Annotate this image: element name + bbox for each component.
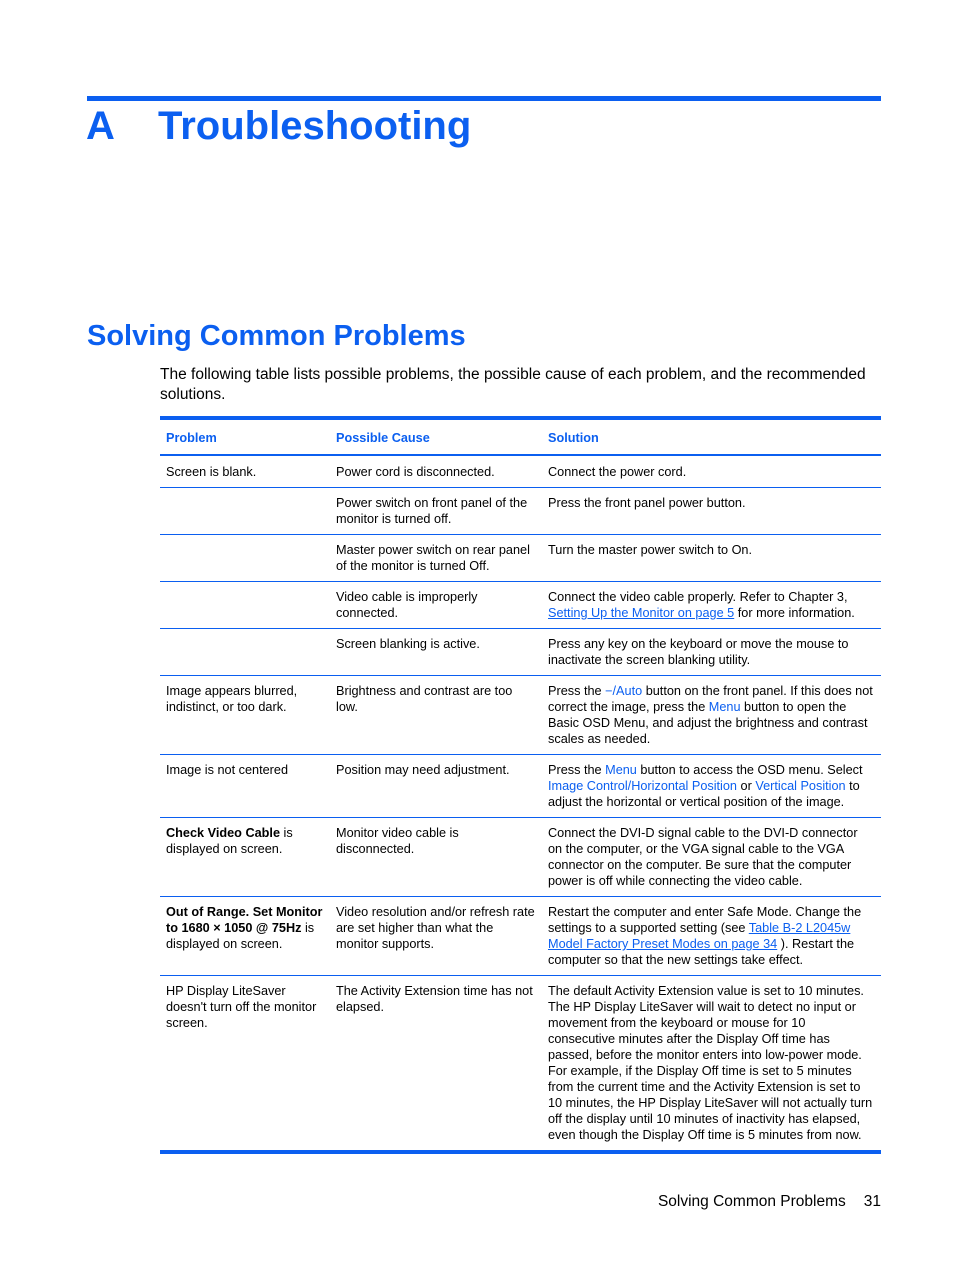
table-row [160,455,881,488]
footer-section-name: Solving Common Problems [657,1193,846,1210]
cause-cell: Video cable is improperly connected. [336,590,478,620]
menu-button-name: Menu [708,700,741,714]
solution-cell [542,582,881,629]
cause-cell: Monitor video cable is disconnected. [336,826,459,856]
solution-text: Connect the video cable properly. Refer to Chapter 3, [548,590,848,604]
cause-cell: Video resolution and/or refresh rate are set higher than what the monitor supports. [336,905,535,951]
problem-message: Check Video Cable [166,826,280,840]
table-row [160,818,881,897]
table-row [160,897,881,976]
problem-cell: Image is not centered [166,763,289,777]
solution-text: for more information. [734,606,855,620]
solution-cell: The default Activity Extension value is set to 10 minutes. The HP Display LiteSaver will wait to detect no input or movement from the keyboard or mouse for 10 consecutive minutes after the Display Off time has passed, before the monitor enters into low-power mode. For example, if the Display Off time is set to 5 minutes from the current time and the Activity Extension is set to 10 minutes, the HP Display LiteSaver will not actually turn off the display until 10 minutes of inactivity has elapsed, even though the Display Off time is 5 minutes from now. [548,984,873,1142]
cause-cell: Power cord is disconnected. [336,465,495,479]
table-header-row [160,418,881,455]
problem-message: Out of Range. Set Monitor to 1680 × 1050 @ 75Hz [166,905,323,935]
solution-cell [542,755,881,818]
table-row [160,582,881,629]
header-solution: Solution [548,431,599,445]
auto-button-name: −/Auto [605,684,643,698]
problem-cell: Image appears blurred, indistinct, or too dark. [166,684,298,714]
table-row [160,629,881,676]
solution-text: Restart the computer and enter Safe Mode. Change the settings to a supported setting (see [548,905,862,935]
troubleshooting-table-container [160,416,881,1154]
setting-up-monitor-link[interactable]: Setting Up the Monitor on page 5 [548,606,735,620]
preset-modes-table-link[interactable]: Table B-2 L2045w Model Factory Preset Modes on page 34 [548,921,851,951]
problem-text: is displayed on screen. [166,826,293,856]
section-title: Solving Common Problems [87,320,466,352]
solution-text: button to open the Basic OSD Menu, and adjust the brightness and contrast scales as needed. [548,700,868,746]
problem-cell [160,818,330,897]
cause-cell: Position may need adjustment. [336,763,510,777]
cause-cell: Brightness and contrast are too low. [336,684,513,714]
table-row [160,535,881,582]
solution-cell: Connect the power cord. [548,465,687,479]
solution-text: ). Restart the computer so that the new settings take effect. [548,937,855,967]
problem-cell [160,629,330,676]
solution-cell: Connect the DVI-D signal cable to the DVI-D connector on the computer, or the VGA signal cable to the VGA connector on the computer. Be sure that the computer power is off while connecting the video cable. [548,826,858,888]
section-intro: The following table lists possible problems, the possible cause of each problem, and the recommended solutions. [160,366,866,403]
solution-text: or [737,779,756,793]
troubleshooting-table [160,416,881,1154]
vertical-position-menu-name: Vertical Position [755,779,846,793]
problem-cell [160,582,330,629]
table-row [160,676,881,755]
solution-text: Press the [548,763,606,777]
header-possible-cause: Possible Cause [336,431,430,445]
horizontal-position-menu-name: Image Control/Horizontal Position [548,779,737,793]
solution-text: button to access the OSD menu. Select [636,763,863,777]
chapter-title-text: Troubleshooting [158,104,472,148]
solution-cell [542,676,881,755]
table-row [160,976,881,1153]
problem-text: is displayed on screen. [166,921,315,951]
cause-cell: Master power switch on rear panel of the monitor is turned Off. [336,543,530,573]
solution-cell: Press any key on the keyboard or move the mouse to inactivate the screen blanking utility. [548,637,849,667]
chapter-title [86,100,471,152]
table-row [160,755,881,818]
solution-text: Press the [548,684,606,698]
chapter-letter: A [86,104,115,148]
cause-cell: The Activity Extension time has not elapsed. [336,984,533,1014]
problem-cell: Screen is blank. [166,465,257,479]
solution-text: button on the front panel. If this does not correct the image, press the [548,684,873,714]
header-problem: Problem [166,431,217,445]
solution-text: to adjust the horizontal or vertical position of the image. [548,779,860,809]
cause-cell: Power switch on front panel of the monitor is turned off. [336,496,528,526]
table-row [160,488,881,535]
solution-cell [542,897,881,976]
solution-cell: Press the front panel power button. [548,496,746,510]
problem-cell [160,535,330,582]
problem-cell: HP Display LiteSaver doesn't turn off the monitor screen. [166,984,317,1030]
page-footer [658,1192,881,1212]
menu-button-name: Menu [605,763,637,777]
page-number: 31 [863,1193,881,1210]
solution-cell: Turn the master power switch to On. [548,543,753,557]
problem-cell [160,897,330,976]
problem-cell [160,488,330,535]
cause-cell: Screen blanking is active. [336,637,480,651]
